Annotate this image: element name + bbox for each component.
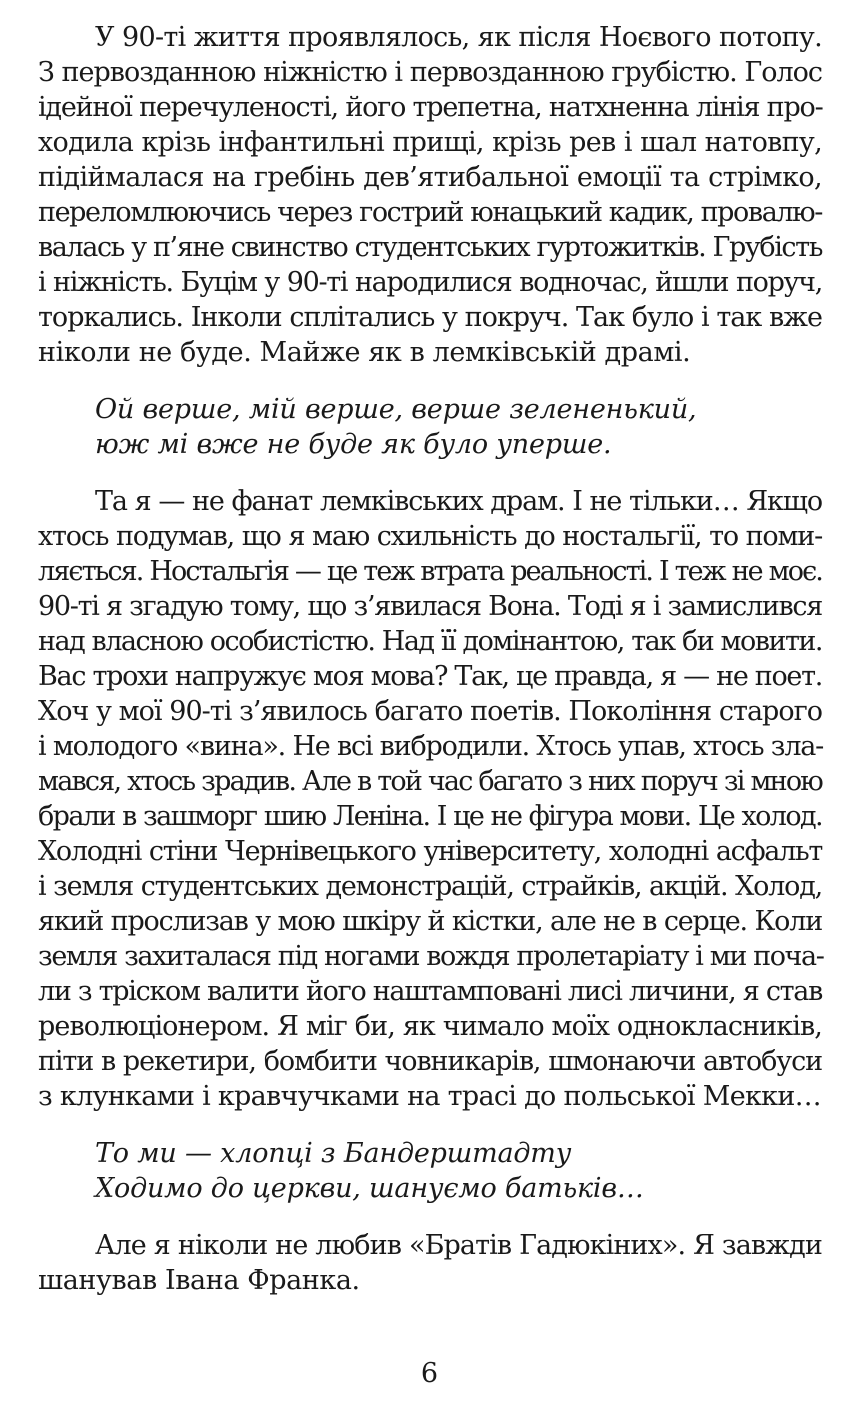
text-line: підіймалася на гребінь дев’ятибальної емоції та стрімко, [38, 162, 822, 193]
text-line: над власною особистістю. Над її домінантою, так би мовити. [38, 626, 822, 657]
verse-quote-1 [38, 392, 822, 462]
text-line: революціонером. Я міг би, як чимало моїх однокласників, [38, 1011, 822, 1042]
text-line: переломлюючись через гострий юнацький кадик, провалю- [38, 197, 822, 228]
text-line: піти в рекетири, бомбити човникарів, шмонаючи автобуси [38, 1046, 822, 1077]
text-line: хтось подумав, що я маю схильність до ностальгії, то поми- [38, 521, 822, 552]
text-line: і земля студентських демонстрацій, страйків, акцій. Холод, [38, 871, 822, 902]
text-line: З первозданною ніжністю і первозданною грубістю. Голос [38, 57, 822, 88]
text-line: Але я ніколи не любив «Братів Гадюкіних». Я завжди [95, 1230, 822, 1261]
text-line: ли з тріском валити його наштамповані лисі личини, я став [38, 976, 822, 1007]
text-line: 90-ті я згадую тому, що з’явилася Вона. Тоді я і замислився [38, 591, 822, 622]
verse-quote-2 [38, 1136, 822, 1206]
text-line: ходила крізь інфантильні прищі, крізь рев і шал натовпу, [38, 127, 822, 158]
verse-line: Ой верше, мій верше, верше зелененький, [95, 394, 697, 425]
text-line: Вас трохи напружує моя мова? Так, це правда, я — не поет. [38, 661, 823, 692]
text-line: ніколи не буде. Майже як в лемківській драмі. [38, 337, 691, 368]
text-line: земля захиталася під ногами вождя пролетаріату і ми поча- [38, 941, 824, 972]
text-line: брали в зашморг шию Леніна. І це не фігура мови. Це холод. [38, 801, 822, 832]
text-line: з клунками і кравчучками на трасі до польської Мекки… [38, 1081, 821, 1112]
page-number: 6 [420, 1358, 439, 1389]
text-line: У 90-ті життя проявлялось, як після Ноєвого потопу. [95, 22, 822, 53]
paragraph-3 [38, 1228, 822, 1298]
paragraph-1 [38, 20, 822, 370]
verse-line: Ходимо до церкви, шануємо батьків… [95, 1173, 644, 1204]
verse-line: юж мі вже не буде як було уперше. [95, 429, 612, 460]
verse-line: То ми — хлопці з Бандерштадту [95, 1138, 572, 1169]
paragraph-2 [38, 484, 822, 1114]
text-line: і ніжність. Буцім у 90-ті народилися водночас, йшли поруч, [38, 267, 822, 298]
text-line: ляється. Ностальгія — це теж втрата реальності. І теж не моє. [38, 556, 822, 587]
book-page [38, 20, 822, 1320]
text-line: торкались. Інколи сплітались у покруч. Так було і так вже [38, 302, 822, 333]
text-line: Та я — не фанат лемківських драм. І не тільки… Якщо [95, 486, 822, 517]
text-line: шанував Івана Франка. [38, 1265, 360, 1296]
text-line: який прослизав у мою шкіру й кістки, але не в серце. Коли [38, 906, 822, 937]
text-line: валась у п’яне свинство студентських гуртожитків. Грубість [38, 232, 822, 263]
text-line: Холодні стіни Чернівецького університету, холодні асфальт [38, 836, 822, 867]
text-line: і молодого «вина». Не всі вибродили. Хтось упав, хтось зла- [38, 731, 824, 762]
text-line: Хоч у мої 90-ті з’явилось багато поетів. Покоління старого [38, 696, 822, 727]
text-line: мався, хтось зрадив. Але в той час багато з них поруч зі мною [38, 766, 822, 797]
text-line: ідейної перечуленості, його трепетна, натхненна лінія про- [38, 92, 823, 123]
